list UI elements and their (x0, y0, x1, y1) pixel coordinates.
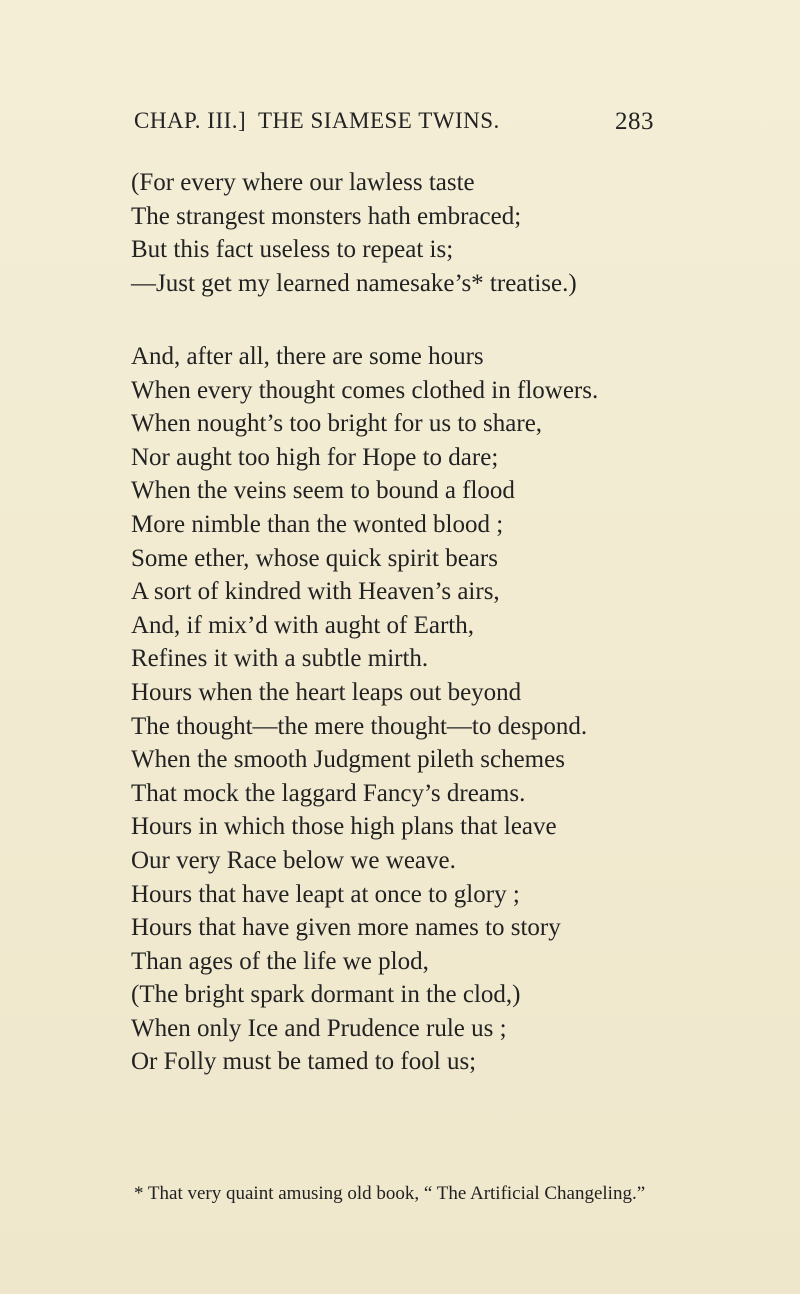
stanza-1 (131, 166, 771, 300)
chapter-label: CHAP. III.] (134, 108, 247, 133)
verse-line: When every thought comes clothed in flowers. (131, 376, 599, 404)
verse-line: More nimble than the wonted blood ; (131, 510, 504, 538)
stanza-2 (131, 340, 771, 1079)
verse-line: When the veins seem to bound a flood (131, 477, 515, 505)
verse-line: (For every where our lawless taste (131, 169, 475, 196)
verse-line: Hours that have given more names to story (131, 914, 561, 942)
verse-line: The thought—the mere thought—to despond. (131, 712, 588, 740)
verse-line: Our very Race below we weave. (131, 846, 456, 874)
verse-line: But this fact useless to repeat is; (131, 236, 454, 263)
page-number: 283 (615, 108, 654, 135)
verse-line: When only Ice and Prudence rule us ; (131, 1014, 507, 1042)
verse-line: —Just get my learned namesake’s* treatise.) (131, 269, 577, 297)
verse-line: The strangest monsters hath embraced; (131, 202, 522, 230)
verse-line: And, if mix’d with aught of Earth, (131, 611, 474, 639)
verse-line: Refines it with a subtle mirth. (131, 645, 429, 673)
verse-line: Hours in which those high plans that leave (131, 813, 557, 841)
verse-line: And, after all, there are some hours (131, 343, 484, 370)
footnote: * That very quaint amusing old book, “ The Artificial Changeling.” (134, 1183, 646, 1204)
running-head (0, 108, 800, 148)
verse-line: That mock the laggard Fancy’s dreams. (131, 779, 526, 807)
verse-line: Than ages of the life we plod, (131, 947, 429, 975)
running-title: THE SIAMESE TWINS. (258, 108, 500, 133)
verse-line: Or Folly must be tamed to fool us; (131, 1048, 477, 1076)
verse-line: Hours when the heart leaps out beyond (131, 678, 522, 706)
verse-line: Some ether, whose quick spirit bears (131, 544, 498, 572)
verse-line: When the smooth Judgment pileth schemes (131, 746, 565, 774)
verse-line: When nought’s too bright for us to share, (131, 410, 543, 438)
verse-line: A sort of kindred with Heaven’s airs, (131, 578, 500, 606)
verse-line: Nor aught too high for Hope to dare; (131, 443, 499, 471)
verse-line: (The bright spark dormant in the clod,) (131, 981, 521, 1009)
verse-line: Hours that have leapt at once to glory ; (131, 880, 520, 908)
